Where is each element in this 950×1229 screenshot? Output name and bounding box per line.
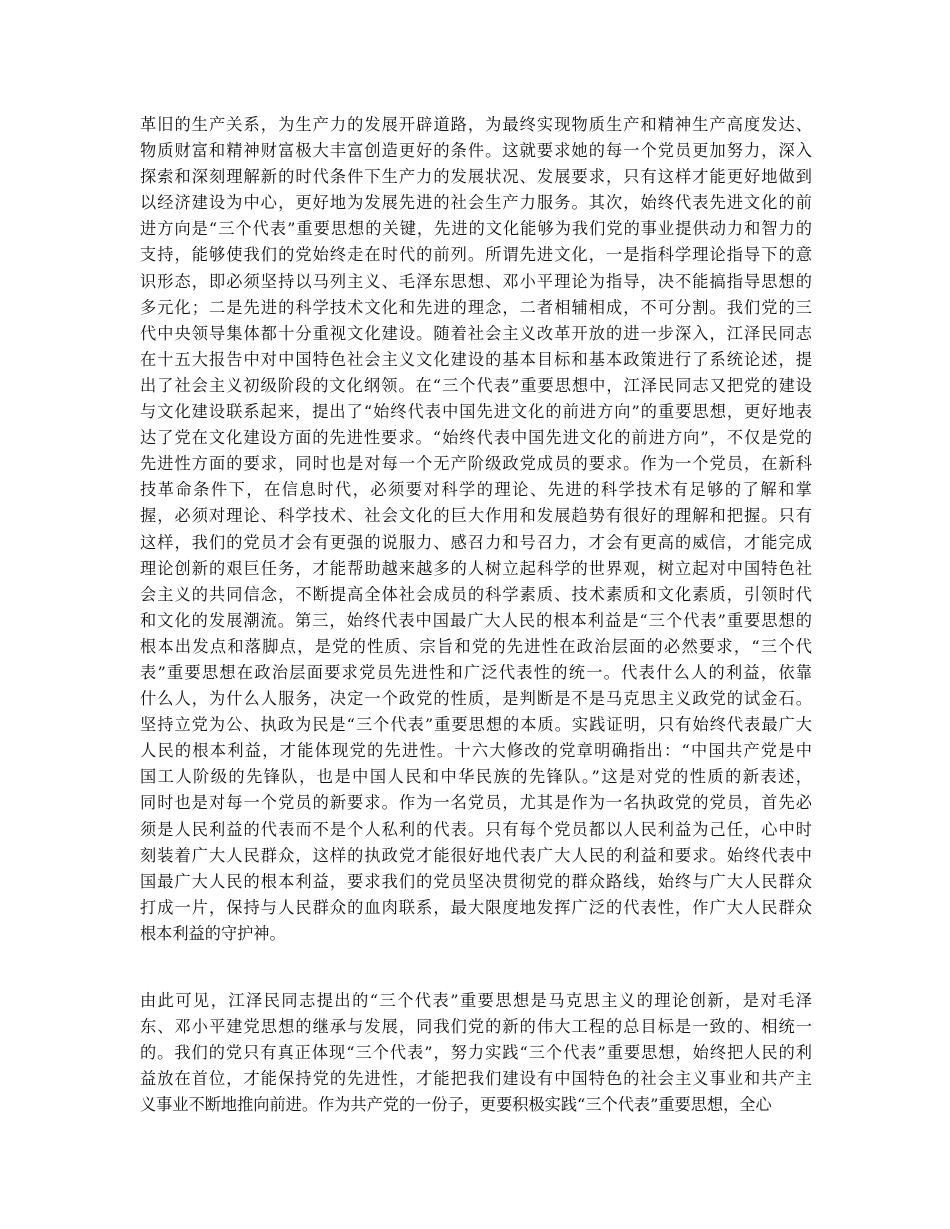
text-line: 须是人民利益的代表而不是个人私利的代表。只有每个党员都以人民利益为己任，心中时 bbox=[140, 819, 812, 839]
text-line: 和文化的发展潮流。第三，始终代表中国最广大人民的根本利益是“三个代表”重要思想的 bbox=[140, 610, 812, 630]
text-line: 根本利益的守护神。 bbox=[140, 923, 286, 943]
text-line: 益放在首位，才能保持党的先进性，才能把我们建设有中国特色的社会主义事业和共产主 bbox=[140, 1069, 812, 1089]
text-line: 刻装着广大人民群众，这样的执政党才能很好地代表广大人民的利益和要求。始终代表中 bbox=[140, 845, 812, 865]
text-line: 革旧的生产关系，为生产力的发展开辟道路，为最终实现物质生产和精神生产高度发达、 bbox=[140, 115, 812, 134]
text-line: 什么人，为什么人服务，决定一个政党的性质，是判断是不是马克思主义政党的试金石。 bbox=[140, 689, 812, 709]
text-line: 物质财富和精神财富极大丰富创造更好的条件。这就要求她的每一个党员更加努力，深入 bbox=[140, 141, 812, 161]
text-line: 东、邓小平建党思想的继承与发展，同我们党的新的伟大工程的总目标是一致的、相统一 bbox=[140, 1017, 812, 1037]
text-line: 支持，能够使我们的党始终走在时代的前列。所谓先进文化，一是指科学理论指导下的意 bbox=[140, 245, 812, 265]
text-line: 先进性方面的要求，同时也是对每一个无产阶级政党成员的要求。作为一个党员，在新科 bbox=[140, 454, 812, 474]
text-line: 进方向是“三个代表”重要思想的关键，先进的文化能够为我们党的事业提供动力和智力的 bbox=[140, 219, 812, 239]
text-line: 多元化；二是先进的科学技术文化和先进的理念，二者相辅相成，不可分割。我们党的三 bbox=[140, 297, 812, 317]
text-line: 根本出发点和落脚点，是党的性质、宗旨和党的先进性在政治层面的必然要求，“三个代 bbox=[140, 636, 812, 656]
text-line: 坚持立党为公、执政为民是“三个代表”重要思想的本质。实践证明，只有始终代表最广大 bbox=[140, 715, 812, 735]
text-line: 达了党在文化建设方面的先进性要求。“始终代表中国先进文化的前进方向”，不仅是党的 bbox=[140, 428, 812, 448]
text-line: 的。我们的党只有真正体现“三个代表”，努力实践“三个代表”重要思想，始终把人民的利 bbox=[140, 1043, 812, 1063]
text-line: 理论创新的艰巨任务，才能帮助越来越多的人树立起科学的世界观，树立起对中国特色社 bbox=[140, 558, 812, 578]
text-line: 技革命条件下，在信息时代，必须要对科学的理论、先进的科学技术有足够的了解和掌 bbox=[140, 480, 812, 500]
text-line: 国最广大人民的根本利益，要求我们的党员坚决贯彻党的群众路线，始终与广大人民群众 bbox=[140, 871, 812, 891]
text-line: 打成一片，保持与人民群众的血肉联系，最大限度地发挥广泛的代表性，作广大人民群众 bbox=[140, 897, 812, 917]
text-line: 在十五大报告中对中国特色社会主义文化建设的基本目标和基本政策进行了系统论述，提 bbox=[140, 349, 812, 369]
body-paragraph-2 bbox=[140, 988, 812, 1118]
text-line: 识形态，即必须坚持以马列主义、毛泽东思想、邓小平理论为指导，决不能搞指导思想的 bbox=[140, 271, 812, 291]
text-line: 义事业不断地推向前进。作为共产党的一份子，更要积极实践“三个代表”重要思想，全心 bbox=[140, 1095, 772, 1115]
text-line: 探索和深刻理解新的时代条件下生产力的发展状况、发展要求，只有这样才能更好地做到 bbox=[140, 167, 812, 187]
text-line: 人民的根本利益，才能体现党的先进性。十六大修改的党章明确指出：“中国共产党是中 bbox=[140, 741, 812, 761]
text-line: 握，必须对理论、科学技术、社会文化的巨大作用和发展趋势有很好的理解和把握。只有 bbox=[140, 506, 812, 526]
text-line: 出了社会主义初级阶段的文化纲领。在“三个代表”重要思想中，江泽民同志又把党的建设 bbox=[140, 375, 812, 395]
text-line: 同时也是对每一个党员的新要求。作为一名党员，尤其是作为一名执政党的党员，首先必 bbox=[140, 793, 812, 813]
text-line: 代中央领导集体都十分重视文化建设。随着社会主义改革开放的进一步深入，江泽民同志 bbox=[140, 323, 812, 343]
text-line: 与文化建设联系起来，提出了“始终代表中国先进文化的前进方向”的重要思想，更好地表 bbox=[140, 402, 812, 422]
text-line: 以经济建设为中心，更好地为发展先进的社会生产力服务。其次，始终代表先进文化的前 bbox=[140, 193, 812, 213]
text-line: 这样，我们的党员才会有更强的说服力、感召力和号召力，才会有更高的威信，才能完成 bbox=[140, 532, 812, 552]
body-paragraph-1 bbox=[140, 112, 812, 947]
text-line: 表”重要思想在政治层面要求党员先进性和广泛代表性的统一。代表什么人的利益，依靠 bbox=[140, 662, 812, 682]
text-line: 国工人阶级的先锋队，也是中国人民和中华民族的先锋队。”这是对党的性质的新表述， bbox=[140, 767, 812, 787]
text-line: 会主义的共同信念，不断提高全体社会成员的科学素质、技术素质和文化素质，引领时代 bbox=[140, 584, 812, 604]
text-line: 由此可见，江泽民同志提出的“三个代表”重要思想是马克思主义的理论创新，是对毛泽 bbox=[140, 991, 812, 1010]
